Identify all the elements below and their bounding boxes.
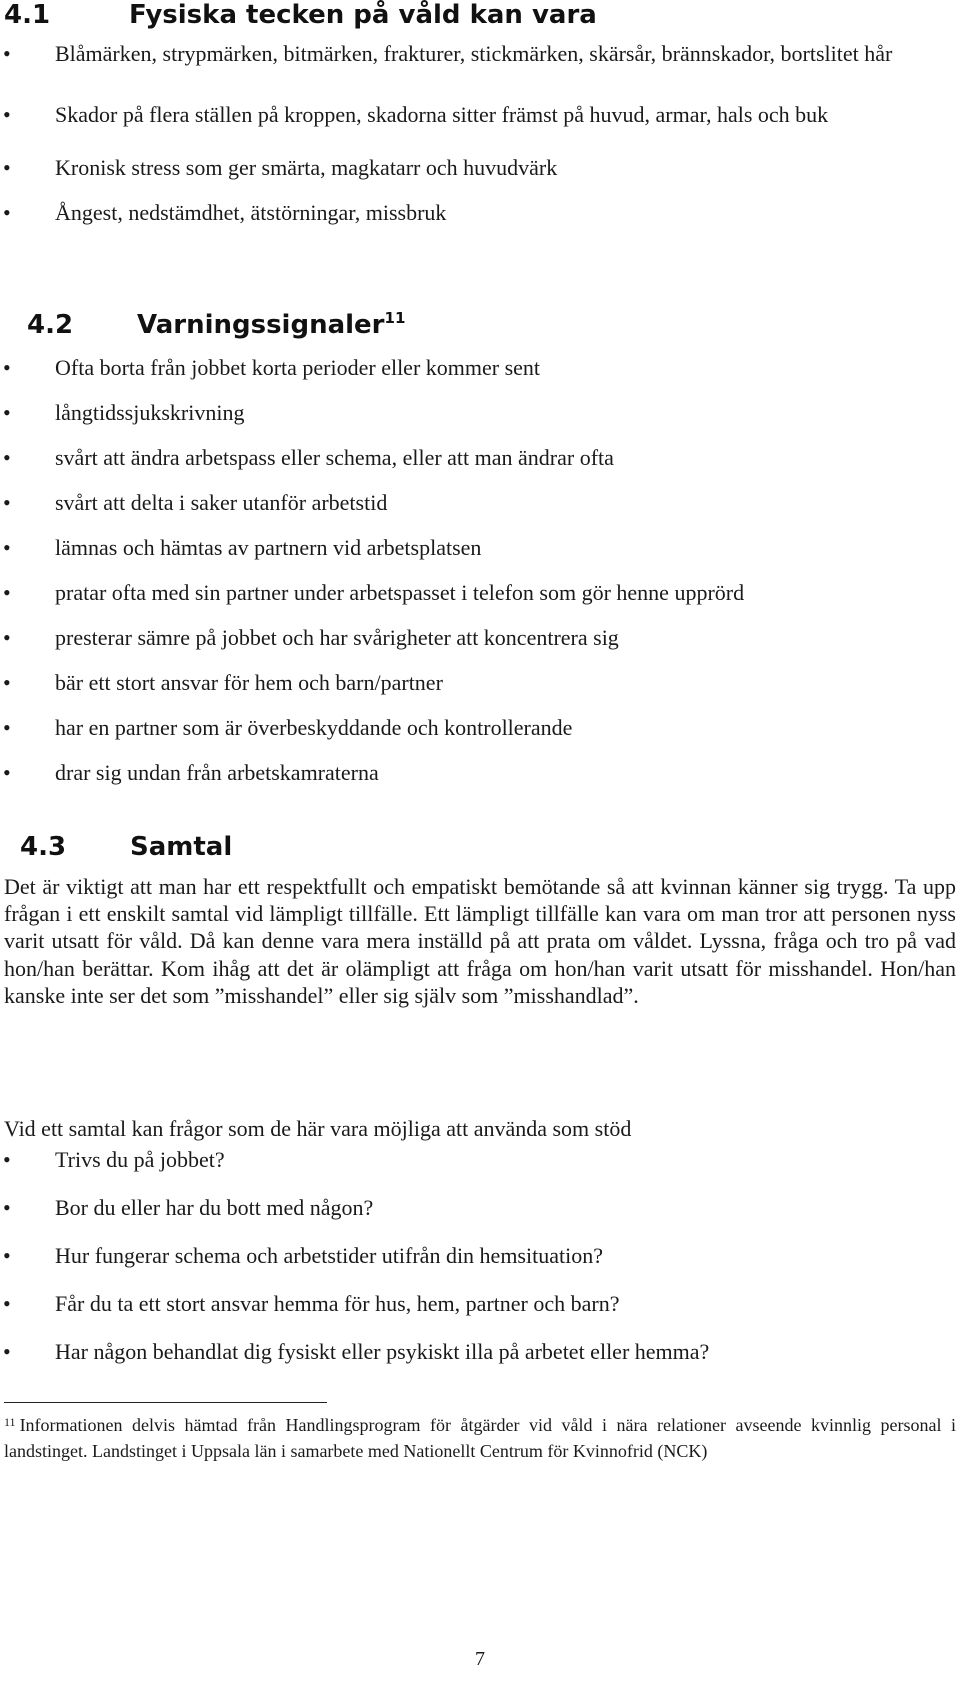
page-number: 7 <box>475 1648 485 1670</box>
list-item-text: långtidssjukskrivning <box>55 400 245 425</box>
footnote-marker: 11 <box>4 1415 16 1429</box>
list-item <box>0 40 960 67</box>
section-number: 4.3 <box>20 832 67 862</box>
list-item <box>0 534 960 561</box>
list-item <box>0 759 960 786</box>
bullet-icon: • <box>3 155 11 180</box>
bullet-icon: • <box>3 1147 11 1172</box>
section-heading-4-1 <box>4 0 597 30</box>
conversation-paragraph: Det är viktigt att man har ett respektfullt och empatiskt bemötande så att kvinnan känner sig trygg. Ta upp frågan i ett enskilt samtal vid lämpligt tillfälle. Ett lämpligt tillfälle kan vara om man tror att personen nyss varit utsatt för våld. Då kan denne vara mera inställd på att prata om våldet. Lyssna, fråga och tro på vad hon/han berättar. Kom ihåg att det är olämpligt att fråga om hon/han varit utsatt för misshandel. Hon/han kanske inte ser det som ”misshandel” eller sig själv som ”misshandlad”. <box>4 874 956 1008</box>
list-item-text: har en partner som är överbeskyddande och kontrollerande <box>55 715 573 740</box>
list-item <box>0 101 960 128</box>
list-item-text: Blåmärken, strypmärken, bitmärken, frakturer, stickmärken, skärsår, brännskador, bortslitet hår <box>55 41 893 66</box>
bullet-icon: • <box>3 200 11 225</box>
list-item-text: Ofta borta från jobbet korta perioder eller kommer sent <box>55 355 541 380</box>
list-item <box>0 489 960 516</box>
footnote-divider <box>4 1402 327 1403</box>
bullet-icon: • <box>3 445 11 470</box>
list-item <box>0 354 960 381</box>
list-item-text: pratar ofta med sin partner under arbetspasset i telefon som gör henne upprörd <box>55 580 745 605</box>
list-item <box>0 399 960 426</box>
bullet-icon: • <box>3 1339 11 1364</box>
section-title: Samtal <box>130 832 233 862</box>
bullet-icon: • <box>3 580 11 605</box>
section-title: Fysiska tecken på våld kan vara <box>129 0 597 30</box>
section-heading-4-2 <box>27 310 405 340</box>
list-item-text: lämnas och hämtas av partnern vid arbetsplatsen <box>55 535 482 560</box>
footnote-text: Informationen delvis hämtad från Handlingsprogram för åtgärder vid våld i nära relationer avseende kvinnlig personal i landstinget. Landstinget i Uppsala län i samarbete med Nationellt Centrum för Kvinnofrid (NCK) <box>4 1415 956 1461</box>
bullet-icon: • <box>3 670 11 695</box>
bullet-icon: • <box>3 535 11 560</box>
bullet-icon: • <box>3 490 11 515</box>
bullet-icon: • <box>3 102 11 127</box>
list-item-text: Får du ta ett stort ansvar hemma för hus, hem, partner och barn? <box>55 1291 620 1316</box>
section-heading-4-3 <box>20 832 232 862</box>
list-item <box>0 154 960 181</box>
list-item-text: bär ett stort ansvar för hem och barn/partner <box>55 670 443 695</box>
bullet-icon: • <box>3 760 11 785</box>
list-item <box>0 199 960 226</box>
list-item-text: Ångest, nedstämdhet, ätstörningar, missbruk <box>55 200 447 225</box>
bullet-icon: • <box>3 1291 11 1316</box>
list-item <box>0 1242 960 1269</box>
list-item <box>0 579 960 606</box>
list-item-text: Kronisk stress som ger smärta, magkatarr och huvudvärk <box>55 155 558 180</box>
list-item-text: Bor du eller har du bott med någon? <box>55 1195 374 1220</box>
list-item-text: Har någon behandlat dig fysiskt eller psykiskt illa på arbetet eller hemma? <box>55 1339 710 1364</box>
list-item <box>0 444 960 471</box>
section-number: 4.1 <box>4 0 51 30</box>
bullet-icon: • <box>3 355 11 380</box>
bullet-icon: • <box>3 625 11 650</box>
questions-intro: Vid ett samtal kan frågor som de här vara möjliga att använda som stöd <box>4 1116 632 1141</box>
list-item-text: presterar sämre på jobbet och har svårigheter att koncentrera sig <box>55 625 619 650</box>
list-item-text: drar sig undan från arbetskamraterna <box>55 760 379 785</box>
section-title: Varningssignaler <box>137 310 385 340</box>
questions-list <box>0 1146 960 1365</box>
bullet-icon: • <box>3 400 11 425</box>
list-item <box>0 1146 960 1173</box>
list-item-text: svårt att delta i saker utanför arbetstid <box>55 490 388 515</box>
list-item-text: Skador på flera ställen på kroppen, skadorna sitter främst på huvud, armar, hals och buk <box>55 102 829 127</box>
list-item <box>0 1290 960 1317</box>
list-item <box>0 714 960 741</box>
signs-list <box>0 40 960 226</box>
section-number: 4.2 <box>27 310 74 340</box>
footnote <box>4 1412 956 1464</box>
bullet-icon: • <box>3 41 11 66</box>
list-item-text: Trivs du på jobbet? <box>55 1147 225 1172</box>
list-item <box>0 1194 960 1221</box>
list-item-text: Hur fungerar schema och arbetstider utifrån din hemsituation? <box>55 1243 603 1268</box>
bullet-icon: • <box>3 1195 11 1220</box>
list-item <box>0 624 960 651</box>
bullet-icon: • <box>3 715 11 740</box>
list-item-text: svårt att ändra arbetspass eller schema, eller att man ändrar ofta <box>55 445 614 470</box>
footnote-reference: 11 <box>384 309 406 327</box>
bullet-icon: • <box>3 1243 11 1268</box>
list-item <box>0 1338 960 1365</box>
list-item <box>0 669 960 696</box>
warning-signals-list <box>0 354 960 786</box>
